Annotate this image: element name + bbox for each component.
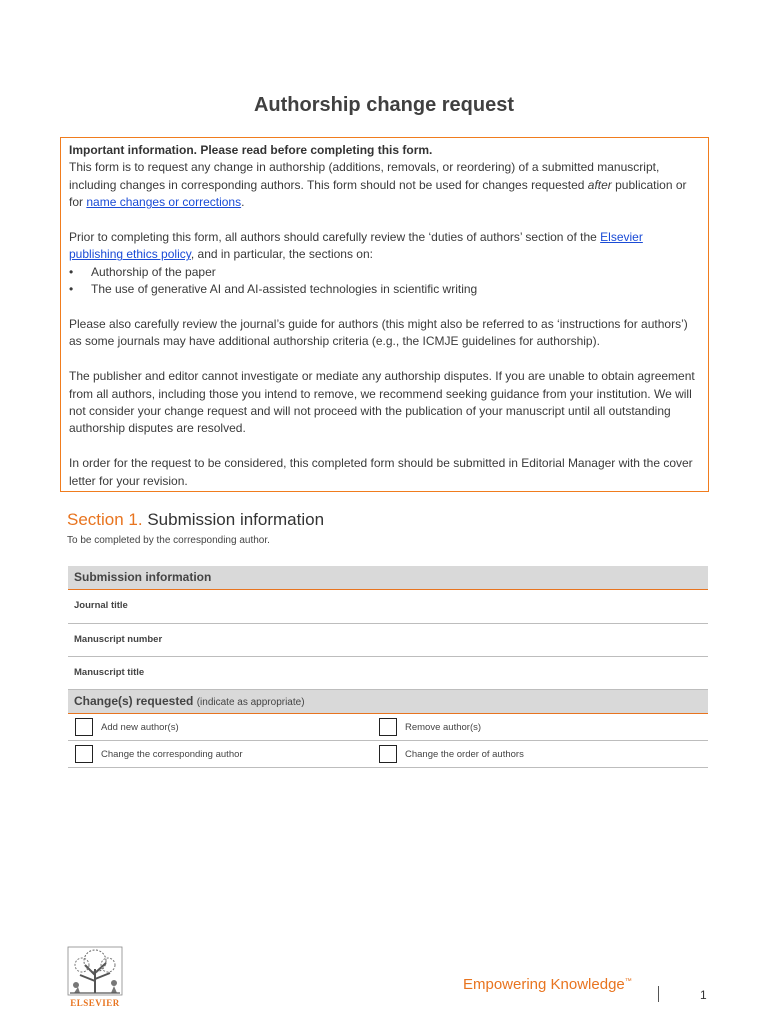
add-author-option[interactable] <box>75 718 179 736</box>
field-label: Journal title <box>74 600 128 611</box>
submission-form <box>68 566 708 768</box>
check-row <box>68 741 708 768</box>
tagline <box>463 976 632 993</box>
option-label: Remove author(s) <box>405 721 482 733</box>
remove-author-checkbox[interactable] <box>379 718 397 736</box>
info-paragraph-2 <box>69 229 700 264</box>
info-text: . <box>241 195 245 210</box>
important-info-box <box>60 137 709 492</box>
ethics-policy-link[interactable]: Elsevier publishing ethics policy <box>69 230 643 262</box>
logo-wordmark: ELSEVIER <box>70 998 120 1008</box>
remove-author-option[interactable] <box>379 718 481 736</box>
info-text: publication or for <box>69 177 687 210</box>
info-paragraph-1 <box>69 142 700 212</box>
info-paragraph-5: In order for the request to be considered, this completed form should be submitted in Editorial Manager with the cover letter for your revision. <box>69 456 693 488</box>
info-text: , and in particular, the sections on: <box>190 247 373 262</box>
manuscript-number-field[interactable] <box>68 624 708 657</box>
change-order-option[interactable] <box>379 745 524 763</box>
section-header <box>67 510 324 530</box>
tree-icon <box>66 945 124 997</box>
section-number: Section 1. <box>67 510 143 529</box>
bullet-icon: • <box>69 282 74 297</box>
option-label: Change the corresponding author <box>101 748 243 760</box>
field-label: Manuscript title <box>74 667 145 678</box>
tagline-text: Empowering Knowledge <box>463 976 625 993</box>
bullet-icon: • <box>69 264 74 279</box>
info-emphasis: after <box>587 177 612 192</box>
sections-list <box>69 264 700 299</box>
journal-title-field[interactable] <box>68 590 708 624</box>
change-corresponding-checkbox[interactable] <box>75 745 93 763</box>
footer-divider <box>658 986 659 1002</box>
change-corresponding-option[interactable] <box>75 745 243 763</box>
check-row <box>68 714 708 741</box>
manuscript-title-field[interactable] <box>68 657 708 690</box>
info-paragraph-3: Please also carefully review the journal’s guide for authors (this might also be referred to as ‘instructions for authors’) as some journals may have additional authorship criteria (e.g., the ICMJE guidelines for authorship). <box>69 317 688 349</box>
band-note: (indicate as appropriate) <box>196 697 305 708</box>
band-label: Change(s) requested <box>74 694 194 708</box>
page-title: Authorship change request <box>253 94 515 116</box>
changes-requested-band <box>68 690 708 714</box>
info-text: Prior to completing this form, all authors should carefully review the ‘duties of authors’ section of the <box>69 230 601 245</box>
list-item <box>69 264 700 281</box>
name-changes-link[interactable]: name changes or corrections <box>86 195 242 210</box>
page-number: 1 <box>700 988 707 1002</box>
submission-info-band: Submission information <box>68 566 708 590</box>
change-order-checkbox[interactable] <box>379 745 397 763</box>
section-subtitle: To be completed by the corresponding author. <box>67 535 270 546</box>
section-title: Submission information <box>147 510 325 529</box>
list-item <box>69 281 700 298</box>
option-label: Change the order of authors <box>405 748 524 760</box>
elsevier-logo <box>66 945 124 1008</box>
info-heading: Important information. Please read before completing this form. <box>69 143 433 157</box>
option-label: Add new author(s) <box>101 721 179 733</box>
info-paragraph-4: The publisher and editor cannot investigate or mediate any authorship disputes. If you are unable to obtain agreement from all authors, including those you intend to remove, we recommend seeking guidance from your institution. We will not consider your change request and will not proceed with the publication of your manuscript until all outstanding authorship disputes are resolved. <box>69 369 695 436</box>
add-author-checkbox[interactable] <box>75 718 93 736</box>
field-label: Manuscript number <box>74 634 163 645</box>
list-item-text: The use of generative AI and AI-assisted technologies in scientific writing <box>91 282 478 297</box>
list-item-text: Authorship of the paper <box>91 264 216 279</box>
trademark-symbol: ™ <box>624 978 632 985</box>
info-text: This form is to request any change in authorship (additions, removals, or reordering) of a submitted manuscript, including changes in corresponding authors. This form should not be used for changes requested <box>69 160 660 192</box>
